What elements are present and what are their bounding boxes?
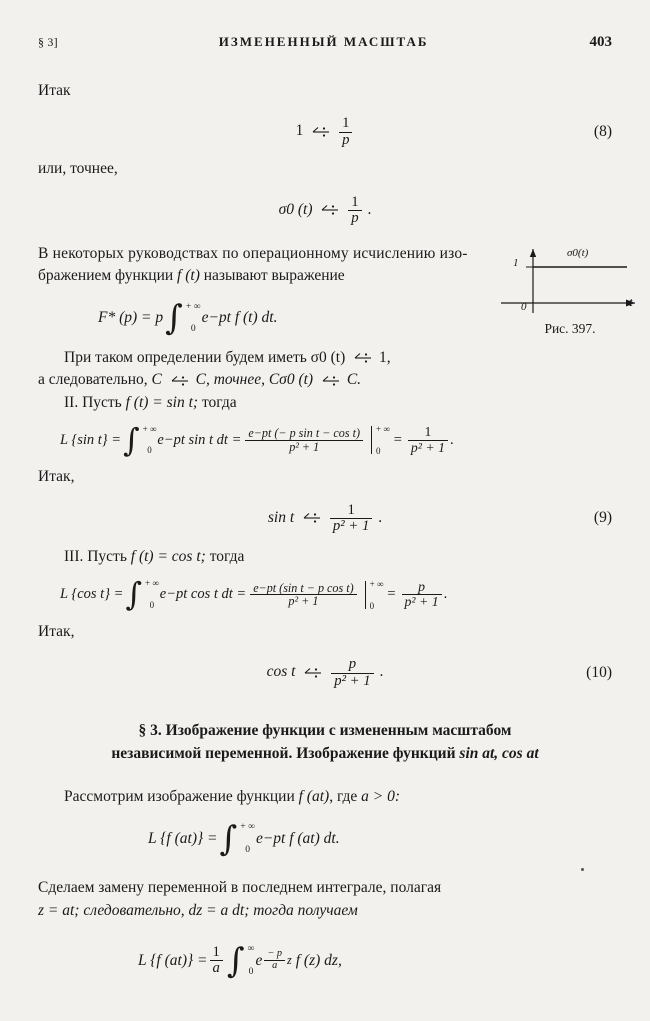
eq-cos-eval-bot: 0 xyxy=(369,600,375,611)
item2-function: f (t) = sin t; xyxy=(125,393,199,411)
eq-fat-lhs: L {f (at)} = xyxy=(148,829,218,847)
eq-sin-frac-den: p² + 1 xyxy=(245,440,363,454)
image-correspondence-icon xyxy=(322,374,338,388)
integral-sign-icon: ∫ xyxy=(125,575,143,614)
p4-line1-text: При таком определении будем иметь σ0 (t) xyxy=(64,348,346,366)
eq-fat-upper-limit: + ∞ xyxy=(240,821,255,833)
eq-sin-result-den: p² + 1 xyxy=(408,440,448,455)
paragraph-rukovodstva-line1: В некоторых руководствах по операционному исчислению изо- xyxy=(38,244,468,262)
image-correspondence-icon xyxy=(354,351,370,365)
eq-cos-result-num: p xyxy=(418,578,426,594)
paragraph-itak-3: Итак, xyxy=(38,622,75,640)
p7-text2: , где xyxy=(329,787,358,805)
eq-sigma-tail: . xyxy=(367,200,372,218)
item3-function: f (t) = cos t; xyxy=(130,548,206,566)
eq-sin-eval-top: + ∞ xyxy=(376,424,390,435)
header-page-number: 403 xyxy=(589,34,612,50)
equation-10 xyxy=(38,657,612,689)
eq-last-lower-limit: 0 xyxy=(248,965,254,977)
equation-8 xyxy=(38,116,612,148)
eq9-tail: . xyxy=(378,508,383,526)
eq-cos-tail: . xyxy=(443,586,448,603)
eq-fstar-limits xyxy=(186,302,201,335)
eq-sin-result-num: 1 xyxy=(424,424,432,440)
eq-sin-fraction xyxy=(245,427,363,453)
equation-final xyxy=(38,940,612,981)
paragraph-rassmotrim xyxy=(38,786,612,808)
eq-fstar-body: e−pt f (t) dt. xyxy=(201,309,278,327)
eq-cos-eval-limits xyxy=(370,579,384,611)
eq-last-coefficient xyxy=(210,945,223,977)
eq-sin-frac-num: e−pt (− p sin t − cos t) xyxy=(248,425,360,440)
eq9-numerator: 1 xyxy=(347,501,355,518)
paragraph-zamena-line2 xyxy=(38,900,612,922)
eq-sin-lhs: L {sin t} = xyxy=(60,431,122,448)
page-header xyxy=(38,34,612,52)
paragraph-opredelenie-line1 xyxy=(38,347,612,369)
eq-fat-limits xyxy=(240,822,255,855)
item3-tail: тогда xyxy=(209,548,245,566)
section-heading-line1: § 3. Изображение функции с измененным масштабом xyxy=(138,722,512,740)
eq-sin-eval-limits xyxy=(376,424,390,456)
p7-text: Рассмотрим изображение функции xyxy=(64,787,295,805)
paragraph-opredelenie-line2 xyxy=(38,369,612,391)
p3-line2-function: f (t) xyxy=(177,267,200,285)
equation-f-at xyxy=(38,818,612,859)
figure-397-drawing xyxy=(495,243,645,315)
eq-last-limits xyxy=(248,944,255,977)
item2-tail: тогда xyxy=(201,393,237,411)
image-correspondence-icon xyxy=(321,203,337,217)
header-running-title: ИЗМЕНЕННЫЙ МАСШТАБ xyxy=(218,34,429,49)
eq8-lhs: 1 xyxy=(295,122,304,140)
p4-line2-c2: C, точнее, Cσ0 (t) xyxy=(195,371,314,389)
page-body xyxy=(38,70,612,987)
p7-condition: a > 0: xyxy=(361,787,401,805)
item3-label: III. Пусть xyxy=(64,548,127,566)
paragraph-ili-tochnee: или, точнее, xyxy=(38,160,118,178)
p4-line1-end: 1, xyxy=(379,348,391,366)
eq-sigma-denominator: p xyxy=(348,210,361,226)
eq-cos-frac-den: p² + 1 xyxy=(250,594,356,608)
eq-cos-fraction xyxy=(250,582,356,608)
eq9-denominator: p² + 1 xyxy=(330,518,372,534)
section-heading-line2-text: независимой переменной. Изображение функций xyxy=(111,745,456,763)
p4-line2-c1: C xyxy=(151,371,162,389)
equation-sin-transform: L {sin t} = ∫ + ∞ 0 e−pt sin t dt = $\frac{\text{e−pt (− p sin t − cos t)}}{\text{p² + 1}}$ + ∞ 0 = $\frac{1}{\text{p² + 1}}$ . xyxy=(60,420,454,459)
image-correspondence-icon xyxy=(312,125,328,139)
section-heading xyxy=(38,719,612,766)
eq10-denominator: p² + 1 xyxy=(331,673,373,689)
eq10-numerator: p xyxy=(348,656,357,673)
evaluation-bar-icon xyxy=(371,426,372,454)
section-heading-line2 xyxy=(38,742,612,765)
figure-y-label: 1 xyxy=(513,257,519,269)
eq-last-exp-var: z xyxy=(287,953,292,968)
eq10-tail: . xyxy=(379,663,384,681)
image-correspondence-icon xyxy=(303,511,319,525)
paragraph-itak-2: Итак, xyxy=(38,468,75,486)
eq-cos-lhs: L {cos t} = xyxy=(60,586,124,603)
eq8-numerator: 1 xyxy=(342,115,350,132)
equation-sigma xyxy=(38,195,612,227)
eq-last-exp-den: a xyxy=(264,960,285,972)
eq10-fraction xyxy=(331,657,373,689)
eq-last-body: f (z) dz, xyxy=(295,951,342,969)
p4-line2-c3: C. xyxy=(346,371,362,389)
evaluation-bar-icon xyxy=(365,581,366,609)
eq-sin-body: e−pt sin t dt = xyxy=(157,431,242,448)
eq-sin-result-fraction xyxy=(408,425,448,455)
eq-sin-limits xyxy=(143,425,157,456)
header-section-mark: § 3] xyxy=(38,35,58,49)
integral-sign-icon: ∫ xyxy=(226,940,245,981)
equation-8-number: (8) xyxy=(593,123,612,141)
eq-fstar-lhs: F* (p) = p xyxy=(98,309,164,327)
eq-sigma-numerator: 1 xyxy=(351,193,359,210)
eq-sigma-lhs: σ0 (t) xyxy=(278,200,313,218)
equation-10-number: (10) xyxy=(586,664,612,682)
p3-line2-end: называют выражение xyxy=(203,267,345,285)
p3-line2-text: бражением функции xyxy=(38,267,174,285)
eq9-fraction xyxy=(330,503,372,535)
eq-cos-result-fraction xyxy=(402,580,442,610)
eq-sin-eval-bot: 0 xyxy=(376,445,381,456)
eq-fat-lower-limit: 0 xyxy=(245,843,250,855)
equation-9-number: (9) xyxy=(593,509,612,527)
page-speck xyxy=(581,868,584,871)
eq-last-coef-den: a xyxy=(210,960,223,976)
eq9-lhs: sin t xyxy=(267,508,295,526)
eq-cos-upper-limit: + ∞ xyxy=(145,578,159,589)
eq-cos-lower-limit: 0 xyxy=(149,599,155,610)
figure-caption: Рис. 397. xyxy=(544,321,596,336)
item2-label: II. Пусть xyxy=(64,393,122,411)
section-heading-line2-math: sin at, cos at xyxy=(459,745,539,763)
p8-line2-b: dz = a dt; тогда получаем xyxy=(188,901,358,919)
eq-cos-body: e−pt cos t dt = xyxy=(159,586,247,603)
figure-397 xyxy=(490,243,650,337)
p7-function: f (at) xyxy=(298,787,330,805)
eq-cos-frac-num: e−pt (sin t − p cos t) xyxy=(253,580,354,595)
eq-fstar-lower-limit: 0 xyxy=(190,323,196,335)
eq8-denominator: p xyxy=(339,132,352,148)
eq8-fraction xyxy=(339,116,352,148)
integral-sign-icon: ∫ xyxy=(165,298,183,339)
paragraph-item-2 xyxy=(38,392,612,414)
equation-cos-transform: L {cos t} = ∫ + ∞ 0 e−pt cos t dt = $\frac{\text{e−pt (sin t − p cos t)}}{\text{p² + 1}}$ + ∞ 0 = $\frac{p}{\text{p² + 1}}$ . xyxy=(60,575,448,614)
p4-line2-text: а следовательно, xyxy=(38,371,148,389)
paragraph-zamena-line1: Сделаем замену переменной в последнем интеграле, полагая xyxy=(38,879,442,897)
integral-sign-icon: ∫ xyxy=(123,420,140,459)
eq-last-coef-num: 1 xyxy=(212,943,220,960)
eq-sin-tail: . xyxy=(449,431,454,448)
eq-sigma-fraction xyxy=(348,195,361,227)
image-correspondence-icon xyxy=(304,666,320,680)
eq-last-exp-base: e xyxy=(255,951,263,969)
figure-x-label: t xyxy=(629,295,633,309)
p8-line2-a: z = at; следовательно, xyxy=(38,901,185,919)
equation-9 xyxy=(38,503,612,535)
eq-fstar-upper-limit: + ∞ xyxy=(185,300,201,312)
eq-sin-upper-limit: + ∞ xyxy=(142,423,157,434)
eq-last-exp-num: − p xyxy=(267,948,283,960)
eq-cos-eval-top: + ∞ xyxy=(369,578,384,589)
integral-sign-icon: ∫ xyxy=(219,818,238,859)
paragraph-item-3 xyxy=(38,546,612,568)
paragraph-itak-1: Итак xyxy=(38,82,71,99)
image-correspondence-icon xyxy=(171,374,187,388)
eq10-lhs: cos t xyxy=(266,663,296,681)
eq-sin-lower-limit: 0 xyxy=(147,444,152,455)
eq-cos-result-den: p² + 1 xyxy=(402,594,442,609)
figure-origin-label: 0 xyxy=(521,301,527,313)
eq-last-lhs: L {f (at)} = xyxy=(138,951,208,969)
eq-last-upper-limit: ∞ xyxy=(247,943,255,955)
eq-fat-body: e−pt f (at) dt. xyxy=(255,829,340,847)
eq-last-exponent-fraction xyxy=(264,949,285,972)
eq-cos-limits xyxy=(145,579,159,610)
figure-curve-label: σ0(t) xyxy=(567,247,589,259)
